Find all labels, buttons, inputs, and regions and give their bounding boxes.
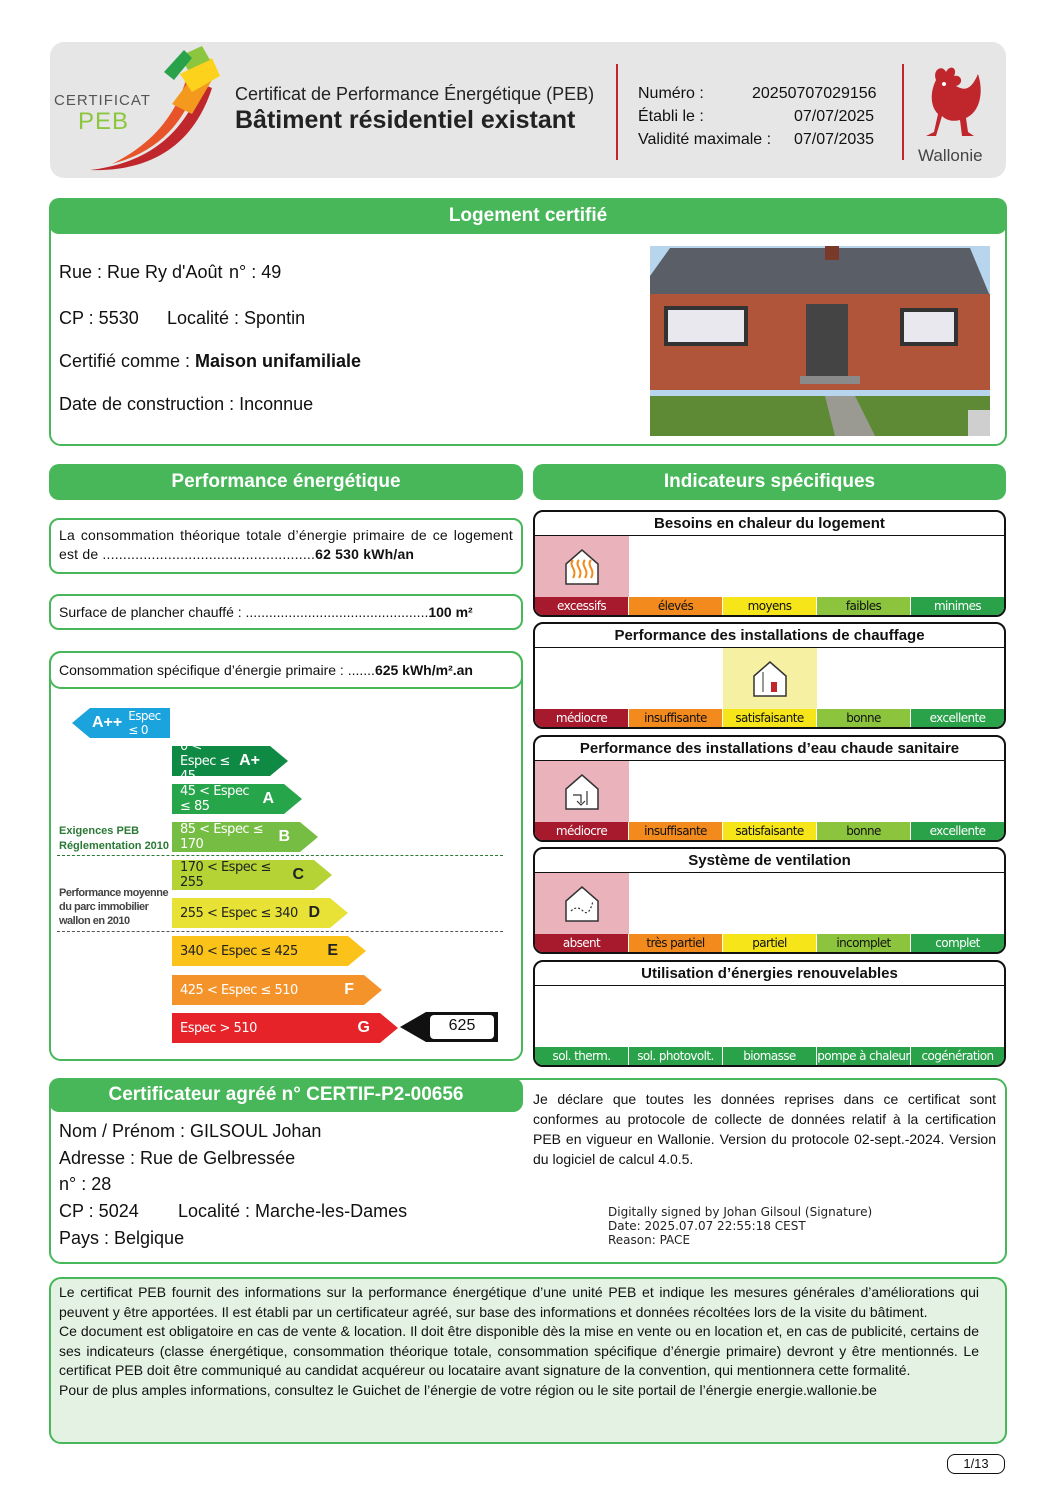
indicator-selected-cell	[723, 648, 817, 709]
heating-installation-icon	[751, 658, 789, 703]
indicator-level-label: partiel	[722, 934, 816, 952]
logement-cp: CP : 5530	[59, 308, 139, 328]
exigences-note	[59, 824, 169, 854]
indicator-scale	[535, 597, 1004, 615]
class-letter: A++	[92, 714, 123, 731]
energy-class-a	[172, 784, 284, 814]
indicator-scale	[535, 709, 1004, 727]
indicator-body	[535, 986, 1004, 1047]
peb-logo	[52, 44, 228, 176]
energy-class-b	[172, 822, 300, 852]
indicator-level-label: moyens	[722, 597, 816, 615]
indicator-level-label: pompe à chaleur	[817, 1049, 910, 1063]
class-range: 425 < Espec ≤ 510	[180, 982, 298, 998]
class-letter: D	[308, 904, 320, 921]
header-separator-2	[902, 64, 904, 160]
indicator-level-label: médiocre	[535, 709, 628, 727]
indicator-level-label: sol. therm.	[535, 1047, 628, 1065]
class-letter: F	[344, 981, 354, 998]
conso-label: La consommation théorique totale d’énergie primaire de ce logement est de ....................................................	[59, 527, 513, 562]
validite-label: Validité maximale :	[638, 131, 772, 148]
performance-title: Performance énergétique	[49, 464, 523, 500]
etabli-value: 07/07/2025	[794, 108, 875, 125]
region-name: Wallonie	[918, 146, 983, 165]
moyenne-line2: du parc immobilier	[59, 901, 149, 913]
numero-label: Numéro :	[638, 85, 704, 102]
indicateurs-title: Indicateurs spécifiques	[533, 464, 1006, 500]
indicator-level-label: satisfaisante	[722, 822, 816, 840]
conso-text	[59, 526, 513, 564]
indicator-level-label: médiocre	[535, 822, 628, 840]
cert-nom: Nom / Prénom : GILSOUL Johan	[59, 1121, 322, 1141]
class-letter: A+	[239, 752, 260, 769]
indicator-scale	[535, 934, 1004, 952]
exigences-line2: Réglementation 2010	[59, 840, 170, 852]
class-arrow-right	[314, 860, 332, 890]
conso-value: 62 530 kWh/an	[315, 546, 415, 562]
header-title-2: Bâtiment résidentiel existant	[235, 106, 576, 134]
indicator-selected-cell	[535, 873, 629, 934]
class-arrow-right	[270, 746, 288, 776]
hot-water-icon	[563, 771, 601, 816]
energy-class-g	[172, 1013, 380, 1043]
indicator-title: Besoins en chaleur du logement	[535, 512, 1004, 536]
class-letter: E	[327, 942, 338, 959]
energy-class-aplusplus	[90, 708, 170, 738]
spec-value: 625 kWh/m².an	[374, 662, 473, 678]
class-letter: C	[292, 866, 304, 883]
info-p2: Ce document est obligatoire en cas de vente & location. Il doit être disponible dès la mise en vente ou en location et, en cas de publicité, certains de ses indicateurs (classe énergétique, consommation théorique totale, consommation spécifique d’énergie primaire) devront y être mentionnés. Le certificat PEB doit être communiqué au candidat acquéreur ou locataire avant signature de la convention, qui mentionnera cette formalité.	[59, 1323, 979, 1378]
header-separator	[616, 64, 618, 160]
indicator-level-label: satisfaisante	[722, 709, 816, 727]
indicator-level-label: très partiel	[628, 934, 722, 952]
class-range: 255 < Espec ≤ 340	[180, 905, 298, 921]
class-range: Espec > 510	[180, 1020, 257, 1036]
signature-line3: Reason: PACE	[608, 1233, 691, 1247]
info-text	[59, 1283, 979, 1400]
indicator-level-label: biomasse	[722, 1047, 816, 1065]
exigences-line1: Exigences PEB	[59, 825, 140, 837]
exigences-separator	[57, 855, 503, 856]
class-arrow-right	[330, 898, 348, 928]
numero-value: 20250707029156	[752, 85, 877, 102]
cert-signature	[608, 1205, 872, 1247]
score-value: 625	[448, 1017, 476, 1034]
energy-class-c	[172, 860, 314, 890]
cert-pays: Pays : Belgique	[59, 1228, 185, 1248]
cert-declaration: Je déclare que toutes les données reprises dans ce certificat sont conformes au protocole de collecte de données relatif à la certification PEB en vigueur en Wallonie. Version du protocole 02-sept.-2024. Version du logiciel de calcul 4.0.5.	[533, 1091, 996, 1167]
class-letter: A	[262, 790, 274, 807]
moyenne-line1: Performance moyenne	[59, 887, 169, 899]
indicator-3	[533, 735, 1006, 842]
indicator-level-label: bonne	[816, 709, 910, 727]
logement-certifie	[59, 351, 361, 372]
class-arrow-right	[348, 936, 366, 966]
indicator-body	[535, 536, 1004, 597]
class-range: 0 < Espec ≤ 45	[180, 738, 230, 784]
surface-text	[59, 604, 473, 620]
class-arrow-right	[364, 975, 382, 1005]
cert-adresse: Adresse : Rue de Gelbressée	[59, 1148, 296, 1168]
certifie-label: Certifié comme :	[59, 351, 196, 371]
certifie-value: Maison unifamiliale	[195, 351, 362, 371]
indicator-level-label: cogénération	[910, 1047, 1004, 1065]
energy-class-d	[172, 898, 330, 928]
class-arrow-right	[300, 822, 318, 852]
indicator-body	[535, 648, 1004, 709]
indicator-level-label: sol. photovolt.	[628, 1047, 722, 1065]
logement-numero: n° : 49	[229, 262, 282, 282]
indicator-title: Performance des installations de chauffage	[535, 624, 1004, 648]
indicator-body	[535, 873, 1004, 934]
spec-text	[59, 662, 473, 678]
info-p3: Pour de plus amples informations, consultez le Guichet de l’énergie de votre région ou le site portail de l’énergie energie.wallonie.be	[59, 1381, 877, 1398]
indicator-level-label: insuffisante	[628, 822, 722, 840]
moyenne-line3: wallon en 2010	[59, 915, 130, 927]
class-range: 340 < Espec ≤ 425	[180, 943, 298, 959]
indicator-scale	[535, 822, 1004, 840]
signature-line2: Date: 2025.07.07 22:55:18 CEST	[608, 1219, 806, 1233]
logement-localite: Localité : Spontin	[167, 308, 306, 328]
energy-class-f	[172, 975, 364, 1005]
cert-numero: n° : 28	[59, 1174, 112, 1194]
indicator-scale	[535, 1047, 1004, 1065]
logement-rue: Rue : Rue Ry d'Août	[59, 262, 223, 282]
indicator-body	[535, 761, 1004, 822]
class-range: 85 < Espec ≤ 170	[180, 822, 264, 852]
class-arrow-right	[380, 1013, 398, 1043]
indicator-level-label: absent	[535, 934, 628, 952]
indicator-level-label: minimes	[910, 597, 1004, 615]
surface-value: 100 m²	[428, 604, 473, 620]
indicator-1	[533, 510, 1006, 617]
header	[50, 42, 1006, 178]
cert-localite: Localité : Marche-les-Dames	[178, 1201, 408, 1221]
energy-class-e	[172, 936, 348, 966]
indicator-2	[533, 622, 1006, 729]
indicator-title: Utilisation d’énergies renouvelables	[535, 962, 1004, 986]
indicator-level-label: complet	[910, 934, 1004, 952]
class-range: 170 < Espec ≤ 255	[180, 860, 271, 890]
logement-construction: Date de construction : Inconnue	[59, 394, 314, 414]
indicator-level-label: insuffisante	[628, 709, 722, 727]
indicator-5	[533, 960, 1006, 1067]
logo-text-certificat: CERTIFICAT	[54, 92, 151, 109]
rooster-icon	[922, 62, 988, 140]
indicator-selected-cell	[535, 536, 629, 597]
ventilation-icon	[563, 883, 601, 928]
info-p1: Le certificat PEB fournit des informations sur la performance énergétique d’une unité PEB et indique les mesures générales d’améliorations qui peuvent y être apportées. Il est établi par un certificateur agréé, sur base des informations et données récoltées lors de la visite du bâtiment.	[59, 1284, 979, 1320]
cert-cp: CP : 5024	[59, 1201, 139, 1221]
class-letter: B	[278, 828, 290, 845]
validite-value: 07/07/2035	[794, 131, 875, 148]
class-arrow-left	[72, 708, 90, 738]
indicator-level-label: incomplet	[816, 934, 910, 952]
indicator-level-label: faibles	[816, 597, 910, 615]
score-marker	[400, 1012, 500, 1042]
moyenne-note	[59, 886, 168, 928]
certificateur-title: Certificateur agréé n° CERTIF-P2-00656	[49, 1078, 523, 1112]
indicator-selected-cell	[535, 761, 629, 822]
indicator-level-label: élevés	[628, 597, 722, 615]
page-number: 1/13	[947, 1454, 1005, 1474]
heating-need-icon	[563, 546, 601, 591]
house-photo	[650, 246, 990, 436]
moyenne-separator	[57, 931, 503, 932]
signature-line1: Digitally signed by Johan Gilsoul (Signature)	[608, 1205, 873, 1219]
indicator-title: Performance des installations d’eau chaude sanitaire	[535, 737, 1004, 761]
indicator-level-label: excessifs	[535, 597, 628, 615]
indicator-4	[533, 847, 1006, 954]
logement-title: Logement certifié	[49, 198, 1007, 234]
indicator-title: Système de ventilation	[535, 849, 1004, 873]
class-range: Espec ≤ 0	[128, 709, 161, 737]
class-arrow-right	[284, 784, 302, 814]
indicator-level-label: excellente	[910, 822, 1004, 840]
indicator-level-label: bonne	[816, 822, 910, 840]
indicator-level-label: excellente	[910, 709, 1004, 727]
etabli-label: Établi le :	[638, 108, 704, 125]
spec-label: Consommation spécifique d’énergie primaire : .......	[59, 662, 375, 678]
class-range: 45 < Espec ≤ 85	[180, 784, 250, 814]
surface-label: Surface de plancher chauffé : ...............................................	[59, 604, 429, 620]
logo-text-peb: PEB	[78, 108, 130, 135]
class-letter: G	[357, 1019, 370, 1036]
header-title-1: Certificat de Performance Énergétique (PEB)	[235, 84, 595, 104]
energy-class-aplus	[172, 738, 270, 784]
